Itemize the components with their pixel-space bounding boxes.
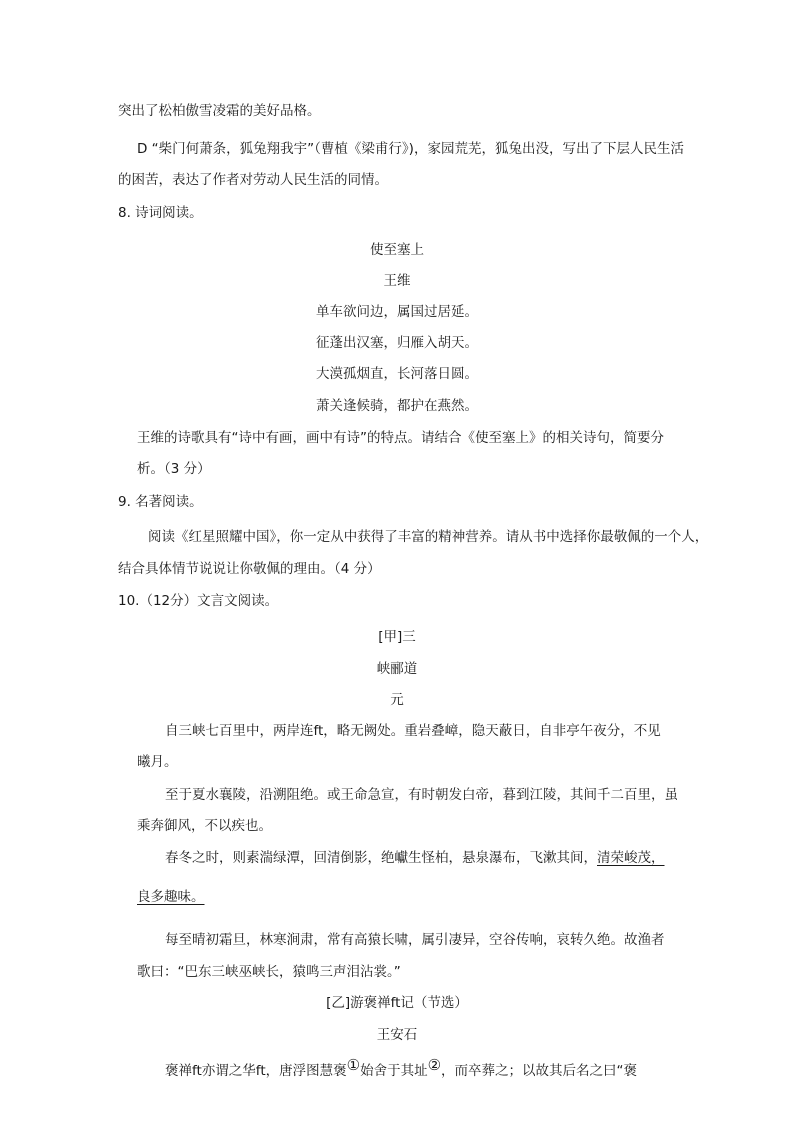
- poem-line: 征蓬出汉塞，归雁入胡天。: [316, 335, 478, 351]
- question-8-header: 8. 诗词阅读。: [118, 205, 203, 221]
- underlined-phrase: 清荣峻茂，: [597, 850, 665, 866]
- passage-text: 褒禅ft亦谓之华ft，唐浮图慧褒: [165, 1063, 347, 1079]
- passage-jia-paragraph: 至于夏水襄陵，沿溯阻绝。或王命急宣，有时朝发白帝，暮到江陵，其间千二百里，虽: [165, 787, 678, 803]
- question-9-prompt-line-2: 结合具体情节说说让你敬佩的理由。（4 分）: [118, 561, 381, 577]
- passage-jia-paragraph: 曦月。: [137, 754, 178, 770]
- poem-line: 萧关逢候骑，都护在燕然。: [316, 398, 478, 414]
- passage-jia-paragraph: 歌曰：“巴东三峡巫峡长，猿鸣三声泪沾裳。”: [137, 964, 401, 980]
- passage-jia-paragraph: 每至晴初霜旦，林寒涧肃，常有高猿长啸，属引凄异，空谷传响，哀转久绝。故渔者: [165, 932, 665, 948]
- question-9-header: 9. 名著阅读。: [118, 494, 203, 510]
- passage-yi-title: [乙]游褒禅ft记（节选）: [326, 995, 468, 1011]
- poem-title: 使至塞上: [370, 242, 424, 258]
- passage-jia-title: [甲]三: [378, 629, 416, 645]
- passage-jia-title-cont: 峡郦道: [376, 661, 418, 677]
- option-d-line-1: D “柴门何萧条，狐兔翔我宇”（曹植《梁甫行》)，家园荒芜，狐兔出没，写出了下层人民生活: [137, 141, 684, 157]
- question-8-prompt-line-2: 析。（3 分）: [137, 461, 211, 477]
- passage-text: 始舍于其址: [360, 1063, 428, 1079]
- passage-text: ，而卒葬之；以故其后名之曰“褒: [441, 1063, 638, 1079]
- poem-line: 大漠孤烟直，长河落日圆。: [316, 366, 478, 382]
- footnote-marker: ②: [427, 1056, 442, 1074]
- passage-yi-paragraph: [165, 1056, 638, 1081]
- question-10-header: 10.（12分）文言文阅读。: [118, 593, 279, 609]
- footnote-marker: ①: [346, 1056, 361, 1074]
- passage-yi-author: 王安石: [376, 1027, 418, 1043]
- passage-jia-title-cont: 元: [390, 692, 404, 708]
- option-d-line-2: 的困苦，表达了作者对劳动人民生活的同情。: [118, 172, 388, 188]
- question-9-prompt-line-1: 阅读《红星照耀中国》，你一定从中获得了丰富的精神营养。请从书中选择你最敬佩的一个人，: [148, 529, 709, 545]
- option-c-ending: 突出了松柏傲雪凌霜的美好品格。: [118, 103, 321, 119]
- underlined-phrase: 良多趣味。: [137, 889, 205, 905]
- passage-jia-paragraph: [165, 848, 665, 868]
- poem-author: 王维: [383, 273, 411, 289]
- passage-text: 春冬之时，则素湍绿潭，回清倒影，绝巘生怪柏，悬泉瀑布，飞漱其间，: [165, 850, 597, 866]
- passage-jia-paragraph: 乘奔御风，不以疾也。: [137, 818, 272, 834]
- question-8-prompt-line-1: 王维的诗歌具有“诗中有画，画中有诗”的特点。请结合《使至塞上》的相关诗句，简要分: [137, 430, 664, 446]
- poem-line: 单车欲问边，属国过居延。: [316, 304, 478, 320]
- passage-jia-paragraph: 自三峡七百里中，两岸连ft，略无阙处。重岩叠嶂，隐天蔽日，自非亭午夜分，不见: [165, 723, 661, 739]
